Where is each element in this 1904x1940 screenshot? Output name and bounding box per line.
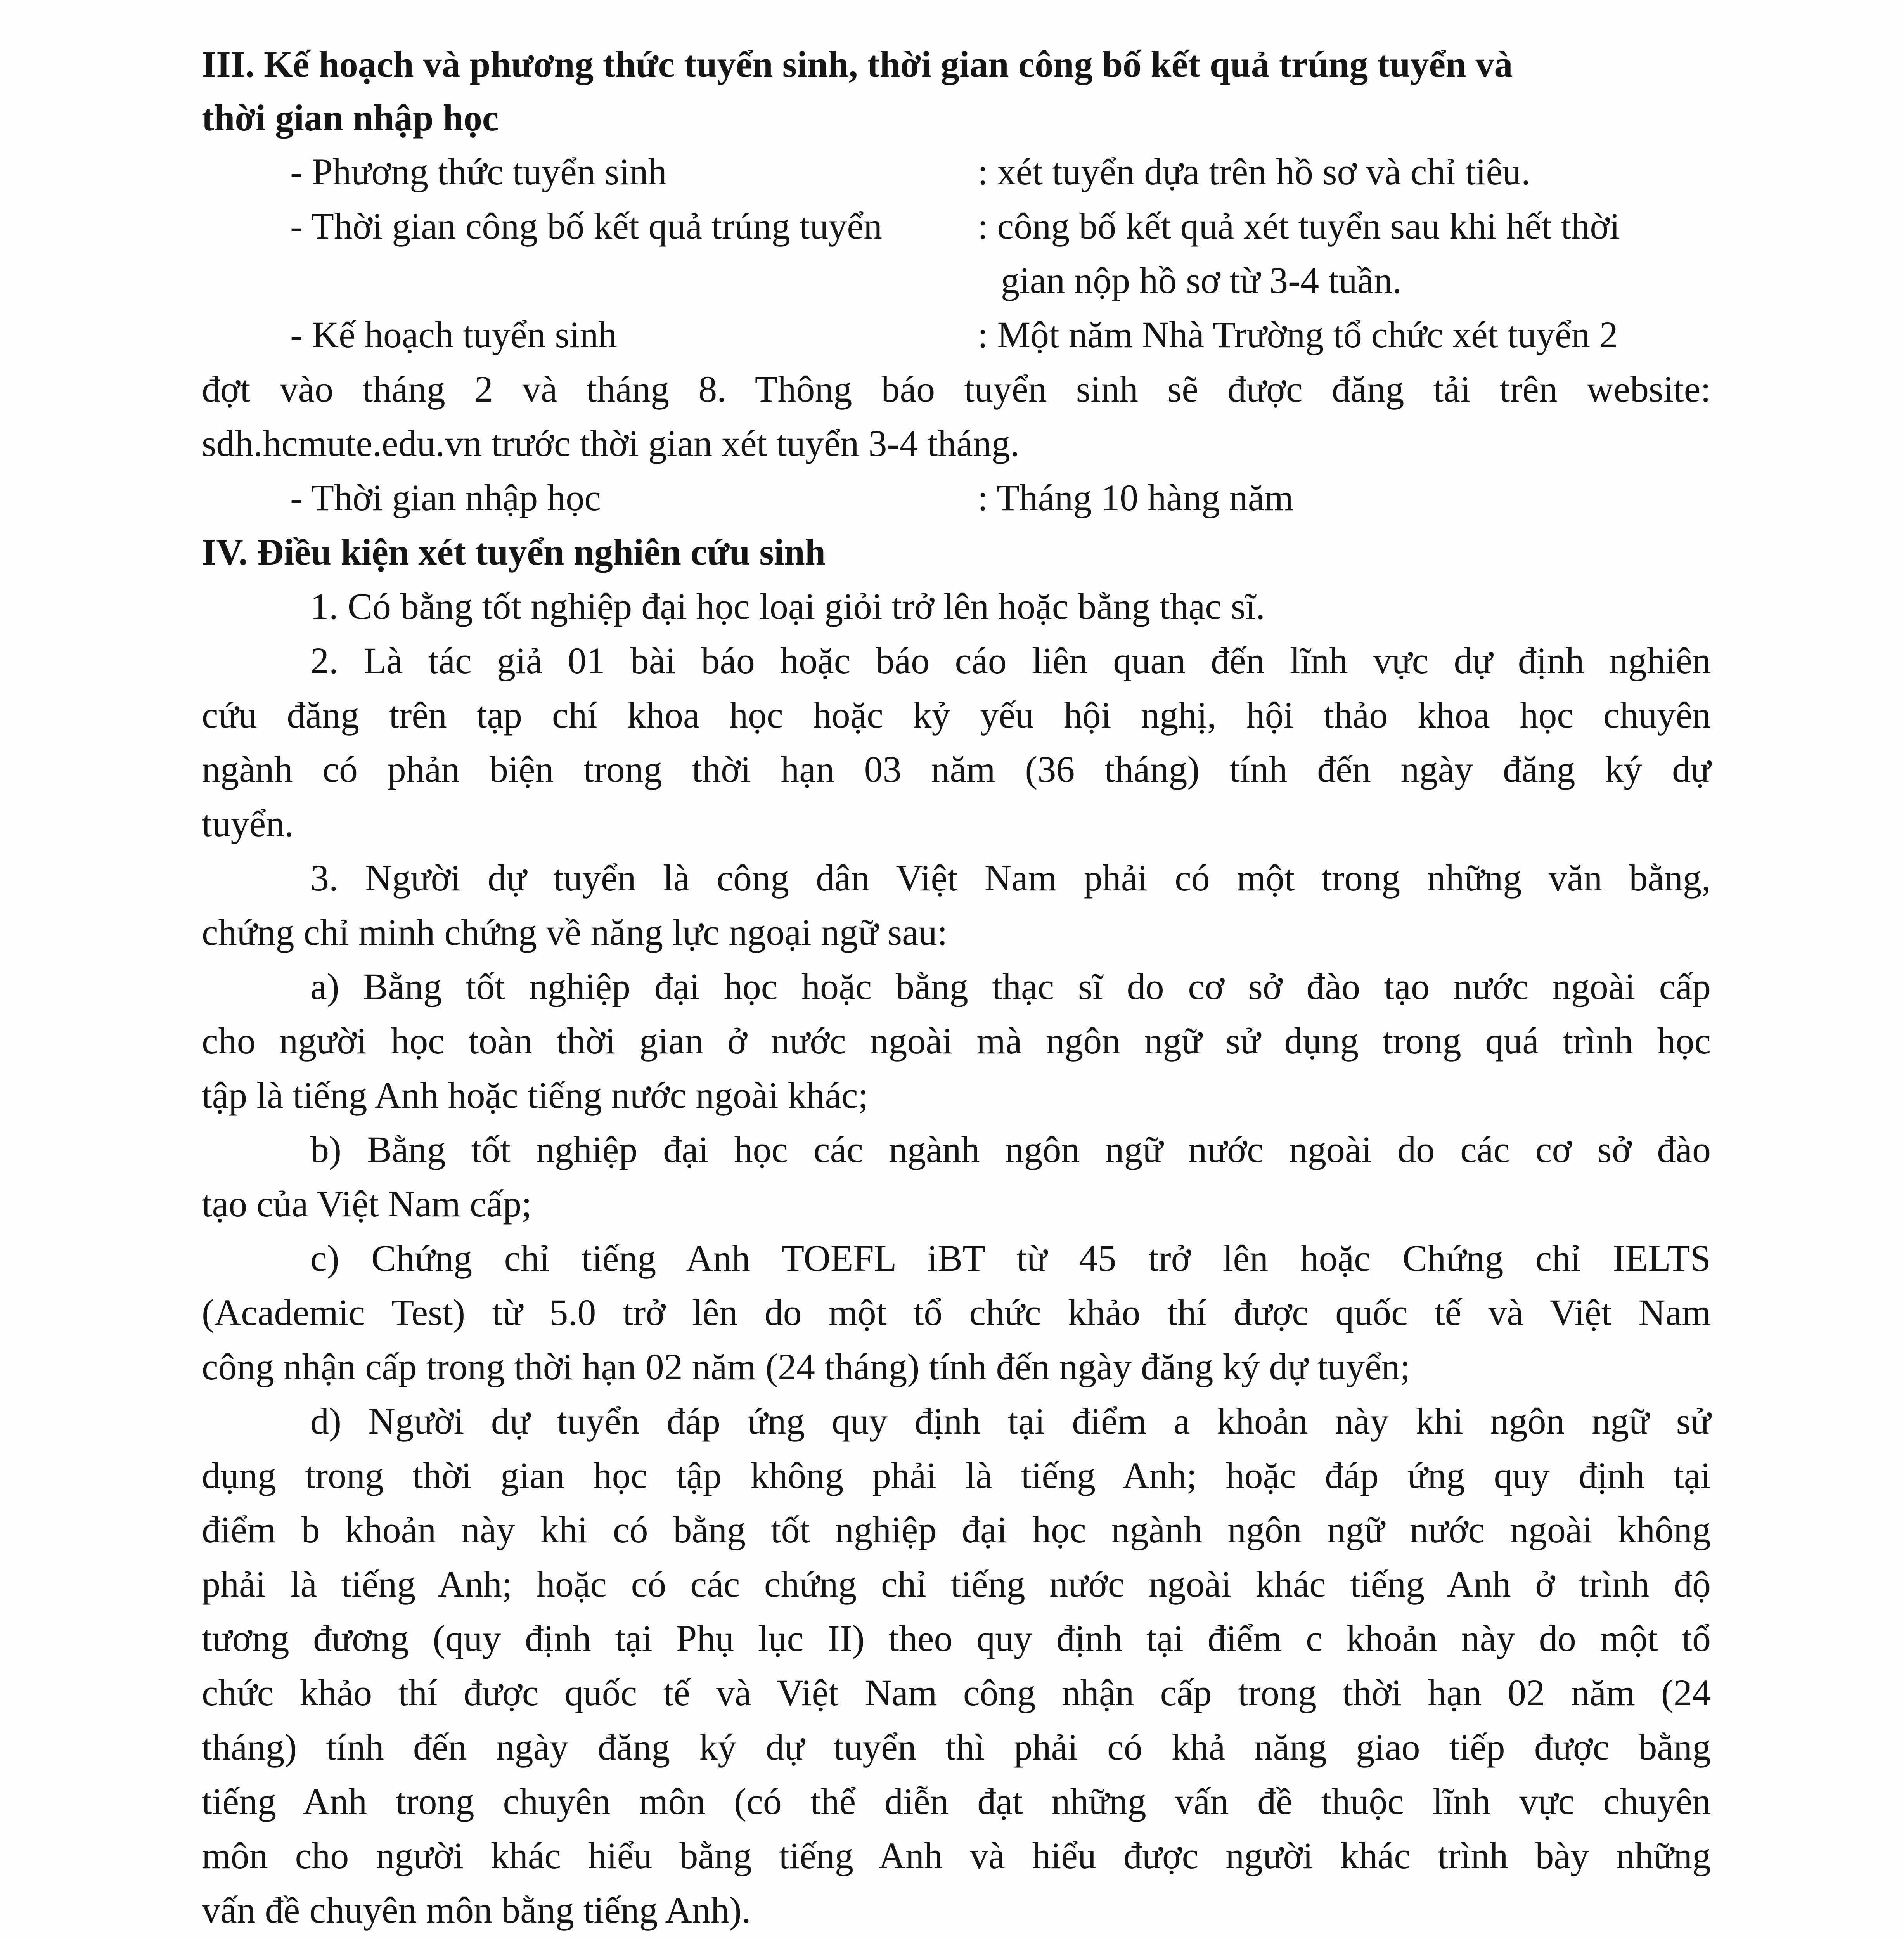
enroll-label: - Thời gian nhập học — [290, 477, 601, 518]
section-4-line: điểm b khoản này khi có bằng tốt nghiệp đại học ngành ngôn ngữ nước ngoài không — [202, 1509, 1711, 1550]
section-4-line: a) Bằng tốt nghiệp đại học hoặc bằng thạc sĩ do cơ sở đào tạo nước ngoài cấp — [310, 966, 1711, 1007]
section-3-heading-line-2: thời gian nhập học — [202, 97, 499, 139]
section-4-line: c) Chứng chỉ tiếng Anh TOEFL iBT từ 45 trở lên hoặc Chứng chỉ IELTS — [310, 1237, 1711, 1279]
section-4-line: tập là tiếng Anh hoặc tiếng nước ngoài khác; — [202, 1074, 869, 1116]
section-4-line: 2. Là tác giả 01 bài báo hoặc báo cáo liên quan đến lĩnh vực dự định nghiên — [310, 640, 1711, 681]
section-4-line: tuyển. — [202, 803, 294, 844]
section-4-line: 3. Người dự tuyển là công dân Việt Nam phải có một trong những văn bằng, — [310, 857, 1711, 899]
announce-value-line-1: : công bố kết quả xét tuyển sau khi hết thời — [978, 205, 1620, 247]
plan-label: - Kế hoạch tuyển sinh — [290, 314, 617, 355]
method-value: : xét tuyển dựa trên hồ sơ và chỉ tiêu. — [978, 151, 1531, 192]
section-4-line: tạo của Việt Nam cấp; — [202, 1183, 532, 1225]
plan-value-line-1: : Một năm Nhà Trường tổ chức xét tuyển 2 — [978, 314, 1618, 355]
announce-value-line-2: gian nộp hồ sơ từ 3-4 tuần. — [1001, 260, 1402, 301]
section-4-line: môn cho người khác hiểu bằng tiếng Anh và hiểu được người khác trình bày những — [202, 1835, 1711, 1876]
section-4-line: chứng chỉ minh chứng về năng lực ngoại ngữ sau: — [202, 911, 948, 953]
section-4-line: ngành có phản biện trong thời hạn 03 năm (36 tháng) tính đến ngày đăng ký dự — [202, 748, 1711, 790]
plan-value-line-2: đợt vào tháng 2 và tháng 8. Thông báo tuyển sinh sẽ được đăng tải trên website: — [202, 368, 1711, 410]
section-4-line: b) Bằng tốt nghiệp đại học các ngành ngôn ngữ nước ngoài do các cơ sở đào — [310, 1129, 1711, 1170]
section-4-line: cho người học toàn thời gian ở nước ngoài mà ngôn ngữ sử dụng trong quá trình học — [202, 1020, 1711, 1062]
section-4-line: (Academic Test) từ 5.0 trở lên do một tổ chức khảo thí được quốc tế và Việt Nam — [202, 1292, 1711, 1333]
section-4-line: d) Người dự tuyển đáp ứng quy định tại điểm a khoản này khi ngôn ngữ sử — [310, 1400, 1711, 1442]
section-4-line: tiếng Anh trong chuyên môn (có thể diễn đạt những vấn đề thuộc lĩnh vực chuyên — [202, 1781, 1711, 1822]
section-4-line: công nhận cấp trong thời hạn 02 năm (24 tháng) tính đến ngày đăng ký dự tuyển; — [202, 1346, 1411, 1387]
plan-value-line-3: sdh.hcmute.edu.vn trước thời gian xét tuyển 3-4 tháng. — [202, 423, 1020, 464]
section-4-heading: IV. Điều kiện xét tuyển nghiên cứu sinh — [202, 531, 826, 573]
section-4-line: tương đương (quy định tại Phụ lục II) theo quy định tại điểm c khoản này do một tổ — [202, 1618, 1711, 1659]
section-4-line: cứu đăng trên tạp chí khoa học hoặc kỷ yếu hội nghị, hội thảo khoa học chuyên — [202, 694, 1711, 736]
section-4-line: tháng) tính đến ngày đăng ký dự tuyển thì phải có khả năng giao tiếp được bằng — [202, 1726, 1711, 1768]
section-4-line: vấn đề chuyên môn bằng tiếng Anh). — [202, 1889, 751, 1931]
section-4-line: dụng trong thời gian học tập không phải là tiếng Anh; hoặc đáp ứng quy định tại — [202, 1455, 1711, 1496]
enroll-value: : Tháng 10 hàng năm — [978, 477, 1294, 518]
section-3-heading-line-1: III. Kế hoạch và phương thức tuyển sinh, thời gian công bố kết quả trúng tuyển và — [202, 43, 1513, 85]
section-4-line: 1. Có bằng tốt nghiệp đại học loại giỏi trở lên hoặc bằng thạc sĩ. — [310, 585, 1265, 627]
announce-label: - Thời gian công bố kết quả trúng tuyển — [290, 205, 883, 247]
method-label: - Phương thức tuyển sinh — [290, 151, 667, 192]
section-4-line: phải là tiếng Anh; hoặc có các chứng chỉ tiếng nước ngoài khác tiếng Anh ở trình độ — [202, 1563, 1711, 1605]
section-4-line: chức khảo thí được quốc tế và Việt Nam công nhận cấp trong thời hạn 02 năm (24 — [202, 1672, 1711, 1713]
